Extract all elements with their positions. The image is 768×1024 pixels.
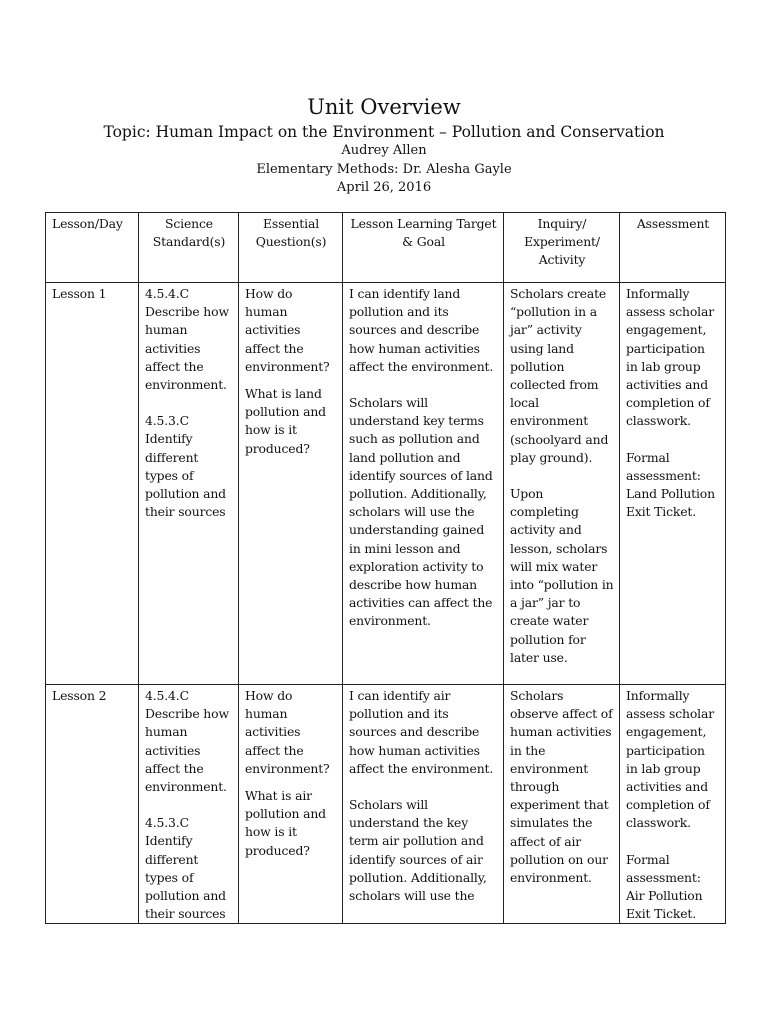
document-title: Unit Overview bbox=[307, 95, 461, 119]
standards-cell bbox=[139, 283, 239, 685]
questions-cell bbox=[239, 283, 343, 685]
header-lesson-day: Lesson/Day bbox=[46, 213, 139, 283]
lesson-day-cell bbox=[46, 685, 139, 924]
assessment-cell bbox=[620, 283, 726, 685]
assessment-item: Informally assess scholar engagement, participation in lab group activities and completion of classwork. bbox=[626, 688, 715, 831]
question-item: What is land pollution and how is it produced? bbox=[245, 386, 326, 456]
activity-item: Scholars observe affect of human activities in the environment through experiment that simulates the affect of air pollution on our environment. bbox=[510, 688, 613, 886]
topic-line: Topic: Human Impact on the Environment – Pollution and Conservation bbox=[103, 123, 665, 141]
standard-item: 4.5.4.C Describe how human activities affect the environment. bbox=[145, 286, 229, 393]
activity-item: Upon completing activity and lesson, scholars will mix water into “pollution in a jar” jar to create water pollution for later use. bbox=[510, 486, 614, 665]
header-essential-questions: Essential Question(s) bbox=[239, 213, 343, 283]
author-name: Audrey Allen bbox=[341, 143, 427, 158]
standard-item: 4.5.3.C Identify different types of pollution and their sources bbox=[145, 815, 226, 922]
assessment-item: Formal assessment: Air Pollution Exit Ticket. bbox=[626, 851, 703, 922]
assessment-item: Informally assess scholar engagement, participation in lab group activities and completion of classwork. bbox=[626, 286, 715, 429]
target-item: I can identify air pollution and its sources and describe how human activities affect the environment. bbox=[349, 688, 494, 776]
activity-item: Scholars create “pollution in a jar” activity using land pollution collected from local environment (schoolyard and play ground). bbox=[510, 286, 609, 465]
target-item: Scholars will understand the key term air pollution and identify sources of air pollution. Additionally, scholars will use the bbox=[349, 797, 487, 904]
lesson-day-cell bbox=[46, 283, 139, 685]
header-assessment: Assessment bbox=[620, 213, 726, 283]
question-item: What is air pollution and how is it produced? bbox=[245, 788, 326, 858]
header-science-standards: Science Standard(s) bbox=[139, 213, 239, 283]
course-line: Elementary Methods: Dr. Alesha Gayle bbox=[256, 162, 512, 177]
questions-cell bbox=[239, 685, 343, 924]
standards-cell bbox=[139, 685, 239, 924]
target-item: Scholars will understand key terms such as pollution and land pollution and identify sources of land pollution. Additionally, scholars will use the understanding gained in mini lesson and exploration activity to describe how human activities can affect the environment. bbox=[349, 395, 493, 629]
table-row bbox=[46, 283, 726, 685]
unit-overview-table bbox=[45, 212, 726, 924]
assessment-cell bbox=[620, 685, 726, 924]
question-item: How do human activities affect the environment? bbox=[245, 286, 330, 374]
activity-cell bbox=[504, 685, 620, 924]
assessment-item: Formal assessment: Land Pollution Exit Ticket. bbox=[626, 449, 715, 520]
standard-item: 4.5.3.C Identify different types of pollution and their sources bbox=[145, 413, 226, 520]
lesson-label: Lesson 1 bbox=[52, 286, 107, 301]
target-item: I can identify land pollution and its sources and describe how human activities affect the environment. bbox=[349, 286, 494, 374]
date-line: April 26, 2016 bbox=[336, 180, 432, 195]
header-inquiry-activity: Inquiry/ Experiment/ Activity bbox=[504, 213, 620, 283]
table-header-row bbox=[46, 213, 726, 283]
target-cell bbox=[343, 685, 504, 924]
activity-cell bbox=[504, 283, 620, 685]
table-row bbox=[46, 685, 726, 924]
lesson-label: Lesson 2 bbox=[52, 688, 107, 703]
target-cell bbox=[343, 283, 504, 685]
standard-item: 4.5.4.C Describe how human activities affect the environment. bbox=[145, 688, 229, 795]
question-item: How do human activities affect the environment? bbox=[245, 688, 330, 776]
header-learning-target: Lesson Learning Target & Goal bbox=[343, 213, 504, 283]
